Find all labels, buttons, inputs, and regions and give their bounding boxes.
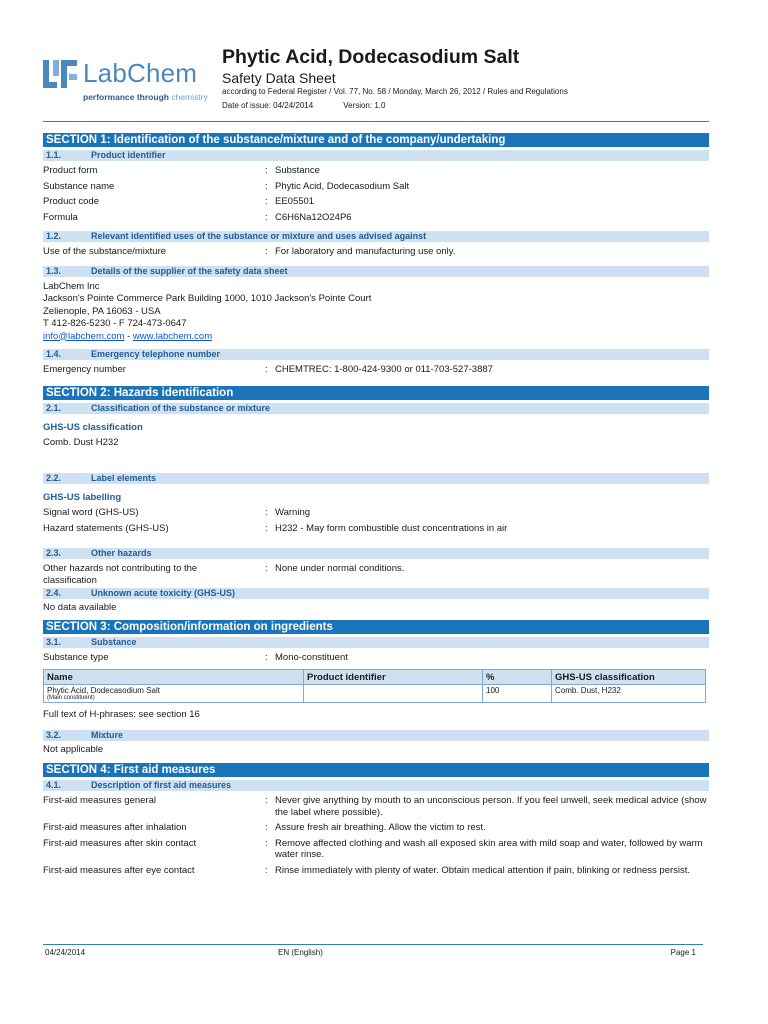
composition-table (43, 669, 706, 703)
subsection-3-1 (43, 637, 709, 648)
table-row (44, 685, 706, 703)
row-value: C6H6Na12O24P6 (275, 211, 352, 223)
link-separator: - (124, 330, 133, 342)
section-4-heading: SECTION 4: First aid measures (43, 763, 709, 777)
info-row: Substance name : Phytic Acid, Dodecasodium Salt (43, 181, 709, 193)
logo-tag-accent: chemistry (171, 92, 208, 102)
subsection-1-3 (43, 266, 709, 277)
row-value: Never give anything by mouth to an unconscious person. If you feel unwell, seek medical advice (show the label where possible). (275, 795, 707, 818)
ingredient-note: (Main constituent) (47, 695, 95, 701)
footer-date: 04/24/2014 (45, 948, 86, 957)
row-value: For laboratory and manufacturing use only. (275, 246, 456, 257)
subsection-number: 2.4. (46, 588, 62, 598)
row-label: First-aid measures after skin contact (43, 837, 197, 849)
row-label: Use of the substance/mixture (43, 246, 167, 257)
subsection-number: 1.1. (46, 150, 62, 160)
row-label: Formula (43, 211, 78, 223)
subsection-number: 2.1. (46, 402, 62, 413)
logo-tagline (83, 92, 208, 102)
supplier-address: Jackson's Pointe Commerce Park Building 1000, 1010 Jackson's Pointe Court (43, 293, 372, 304)
subsection-number: 1.2. (46, 231, 62, 241)
row-label: First-aid measures after inhalation (43, 822, 187, 833)
row-value: Warning (275, 507, 311, 518)
no-data-text: No data available (43, 602, 117, 613)
table-cell-identifier (304, 685, 483, 703)
logo-tag-main: performance through (83, 92, 169, 102)
document-title: Phytic Acid, Dodecasodium Salt (222, 46, 520, 68)
subsection-title: Description of first aid measures (91, 780, 232, 790)
info-row: Emergency number : CHEMTREC: 1-800-424-9300 or 011-703-527-3887 (43, 364, 709, 376)
footer-language: EN (English) (278, 948, 323, 957)
subsection-1-1 (43, 150, 709, 161)
ghs-classification-heading: GHS-US classification (43, 421, 143, 433)
subsection-title: Unknown acute toxicity (GHS-US) (91, 588, 236, 598)
column-header: % (483, 670, 552, 685)
row-value: EE05501 (275, 196, 315, 207)
subsection-number: 3.2. (46, 729, 62, 740)
supplier-links (43, 331, 709, 343)
row-label: Hazard statements (GHS-US) (43, 522, 169, 534)
row-label: Signal word (GHS-US) (43, 507, 139, 518)
ingredient-name: Phytic Acid, Dodecasodium Salt (47, 686, 160, 695)
row-label: First-aid measures general (43, 795, 156, 806)
row-value: None under normal conditions. (275, 563, 405, 574)
email-link[interactable]: info@labchem.com (43, 330, 125, 342)
header-rule (43, 121, 709, 122)
info-row: First-aid measures after inhalation : Assure fresh air breathing. Allow the victim to rest. (43, 822, 709, 834)
subsection-1-4 (43, 349, 709, 360)
subsection-2-4 (43, 588, 709, 599)
row-label: Other hazards not contributing to the classification (43, 563, 198, 586)
subsection-number: 4.1. (46, 780, 62, 790)
not-applicable-text: Not applicable (43, 743, 104, 755)
logo-text: LabChem (83, 58, 198, 88)
section-2-heading: SECTION 2: Hazards identification (43, 386, 709, 400)
column-header: GHS-US classification (552, 670, 706, 685)
info-row: First-aid measures general : Never give anything by mouth to an unconscious person. If you feel unwell, seek medical advice (show the label where possible). (43, 795, 709, 818)
info-row: Hazard statements (GHS-US) : H232 - May form combustible dust concentrations in air (43, 523, 709, 535)
ghs-classification-value: Comb. Dust H232 (43, 436, 119, 448)
info-row: Use of the substance/mixture : For laboratory and manufacturing use only. (43, 246, 709, 258)
row-label: Emergency number (43, 364, 126, 375)
info-row: Signal word (GHS-US) : Warning (43, 507, 709, 519)
row-label: Product form (43, 165, 98, 176)
info-row: Substance type : Mono-constituent (43, 652, 709, 664)
document-subtitle: Safety Data Sheet (222, 70, 336, 86)
document-body (43, 131, 709, 876)
row-value: Rinse immediately with plenty of water. Obtain medical attention if pain, blinking or redness persist. (275, 864, 691, 876)
row-value: Remove affected clothing and wash all exposed skin area with mild soap and water, followed by warm water rinse. (275, 837, 703, 860)
labchem-logo-icon (43, 60, 77, 88)
table-cell-percent: 100 (483, 685, 552, 703)
row-value: Assure fresh air breathing. Allow the victim to rest. (275, 822, 486, 833)
website-link[interactable]: www.labchem.com (132, 330, 213, 342)
subsection-title: Details of the supplier of the safety data sheet (91, 265, 288, 276)
row-value: Phytic Acid, Dodecasodium Salt (275, 180, 410, 192)
row-label: Product code (43, 196, 99, 207)
subsection-4-1 (43, 780, 709, 791)
subsection-title: Product identifier (91, 150, 166, 160)
labchem-logo (43, 58, 223, 108)
subsection-2-3 (43, 548, 709, 559)
subsection-number: 1.3. (46, 265, 62, 276)
column-header: Name (44, 670, 304, 685)
section-1-heading: SECTION 1: Identification of the substance/mixture and of the company/undertaking (43, 133, 709, 147)
supplier-phone: T 412-826-5230 - F 724-473-0647 (43, 318, 187, 329)
subsection-title: Mixture (91, 729, 124, 740)
row-label: Substance name (43, 180, 115, 192)
row-value: CHEMTREC: 1-800-424-9300 or 011-703-527-3887 (275, 364, 493, 375)
subsection-2-1 (43, 403, 709, 414)
column-header: Product identifier (304, 670, 483, 685)
info-row: Formula : C6H6Na12O24P6 (43, 212, 709, 224)
row-label: First-aid measures after eye contact (43, 864, 195, 876)
info-row: First-aid measures after skin contact : Remove affected clothing and wash all exposed skin area with mild soap and water, followed by warm water rinse. (43, 838, 709, 861)
table-cell-name (44, 685, 304, 703)
issue-info (222, 101, 385, 110)
h-phrases-note: Full text of H-phrases: see section 16 (43, 709, 200, 720)
row-value: Mono-constituent (275, 651, 348, 663)
info-row: Other hazards not contributing to the classification : None under normal conditions. (43, 563, 709, 586)
subsection-number: 1.4. (46, 349, 62, 359)
row-value: H232 - May form combustible dust concentrations in air (275, 522, 508, 534)
subsection-title: Relevant identified uses of the substance or mixture and uses advised against (91, 231, 427, 241)
footer-rule (43, 944, 703, 945)
info-row: Product code : EE05501 (43, 196, 709, 208)
row-value: Substance (275, 165, 320, 176)
subsection-1-2 (43, 231, 709, 242)
regulation-reference: according to Federal Register / Vol. 77, No. 58 / Monday, March 26, 2012 / Rules and Regulations (222, 87, 568, 96)
subsection-number: 2.3. (46, 548, 62, 558)
info-row: Product form : Substance (43, 165, 709, 177)
subsection-number: 3.1. (46, 636, 62, 647)
supplier-city: Zelienople, PA 16063 - USA (43, 305, 161, 317)
info-row: First-aid measures after eye contact : Rinse immediately with plenty of water. Obtain medical attention if pain, blinking or redness persist. (43, 865, 709, 877)
date-of-issue: Date of issue: 04/24/2014 (222, 101, 314, 110)
supplier-name: LabChem Inc (43, 280, 100, 292)
subsection-2-2 (43, 473, 709, 484)
subsection-title: Emergency telephone number (91, 349, 221, 359)
subsection-number: 2.2. (46, 473, 62, 483)
footer-page: Page 1 (670, 948, 696, 957)
version: Version: 1.0 (343, 101, 386, 110)
section-3-heading: SECTION 3: Composition/information on ingredients (43, 620, 709, 634)
ghs-labelling-heading: GHS-US labelling (43, 492, 122, 503)
subsection-title: Classification of the substance or mixture (91, 402, 271, 413)
subsection-title: Other hazards (91, 548, 152, 558)
table-header-row (44, 670, 706, 685)
subsection-title: Substance (91, 636, 137, 647)
subsection-title: Label elements (91, 473, 157, 483)
row-label: Substance type (43, 651, 109, 663)
subsection-3-2 (43, 730, 709, 741)
table-cell-ghs: Comb. Dust, H232 (552, 685, 706, 703)
